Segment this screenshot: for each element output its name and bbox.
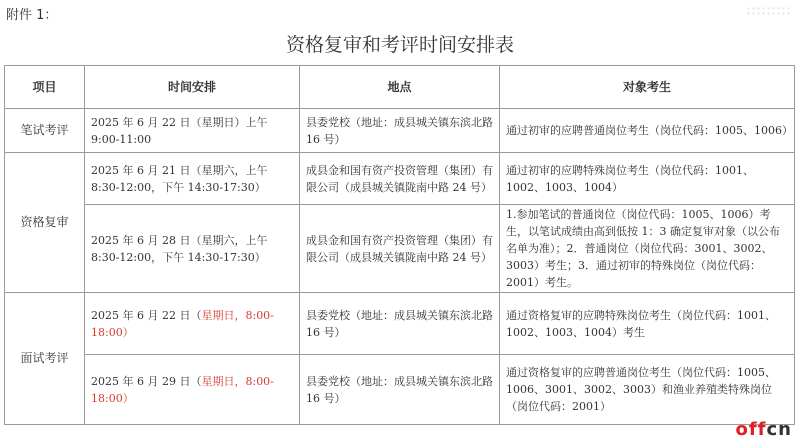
time-suffix: ） <box>122 391 134 405</box>
time-prefix: 2025 年 6 月 29 日（ <box>91 374 202 388</box>
time-suffix: ） <box>122 325 134 339</box>
target-cell: 1.参加笔试的普通岗位（岗位代码：1005、1006）考生，以笔试成绩由高到低按 1：3 确定复审对象（以公布名单为准）；2．普通岗位（岗位代码：3001、3002、3003）考生；3．通过初审的特殊岗位（岗位代码：2001）考生。 <box>500 205 795 293</box>
time-cell <box>85 355 300 425</box>
header-place: 地点 <box>300 66 500 109</box>
table-row <box>5 355 795 425</box>
schedule-table <box>4 65 795 425</box>
table-row <box>5 293 795 355</box>
category-qualification-review: 资格复审 <box>5 153 85 293</box>
time-highlight: 星期日，8:00-18:00 <box>91 374 274 405</box>
category-interview: 面试考评 <box>5 293 85 425</box>
decorative-dot-pattern <box>746 6 792 16</box>
annex-label: 附件 1： <box>6 8 58 23</box>
place-cell: 县委党校（地址：成县城关镇东滨北路 16 号） <box>300 355 500 425</box>
time-cell: 2025 年 6 月 21 日（星期六，上午 8:30-12:00，下午 14:30-17:30） <box>85 153 300 205</box>
time-cell: 2025 年 6 月 28 日（星期六，上午 8:30-12:00，下午 14:30-17:30） <box>85 205 300 293</box>
category-written-exam: 笔试考评 <box>5 109 85 153</box>
table-header-row <box>5 66 795 109</box>
place-cell: 成县金和国有资产投资管理（集团）有限公司（成县城关镇陇南中路 24 号） <box>300 153 500 205</box>
place-cell: 县委党校（地址：成县城关镇东滨北路 16 号） <box>300 293 500 355</box>
place-cell: 成县金和国有资产投资管理（集团）有限公司（成县城关镇陇南中路 24 号） <box>300 205 500 293</box>
time-cell: 2025 年 6 月 22 日（星期日）上午 9:00-11:00 <box>85 109 300 153</box>
time-highlight: 星期日，8:00-18:00 <box>91 308 274 339</box>
place-cell: 县委党校（地址：成县城关镇东滨北路 16 号） <box>300 109 500 153</box>
target-cell: 通过初审的应聘特殊岗位考生（岗位代码：1001、1002、1003、1004） <box>500 153 795 205</box>
target-cell: 通过初审的应聘普通岗位考生（岗位代码：1005、1006） <box>500 109 795 153</box>
table-row <box>5 205 795 293</box>
offcn-watermark-logo: offcn <box>735 419 792 440</box>
table-row <box>5 109 795 153</box>
time-cell <box>85 293 300 355</box>
header-target: 对象考生 <box>500 66 795 109</box>
table-row <box>5 153 795 205</box>
target-cell: 通过资格复审的应聘特殊岗位考生（岗位代码：1001、1002、1003、1004）考生 <box>500 293 795 355</box>
time-prefix: 2025 年 6 月 22 日（ <box>91 308 202 322</box>
target-cell: 通过资格复审的应聘普通岗位考生（岗位代码：1005、1006、3001、3002、3003）和渔业养殖类特殊岗位（岗位代码：2001） <box>500 355 795 425</box>
page-title: 资格复审和考评时间安排表 <box>285 34 514 56</box>
header-time: 时间安排 <box>85 66 300 109</box>
header-item: 项目 <box>5 66 85 109</box>
